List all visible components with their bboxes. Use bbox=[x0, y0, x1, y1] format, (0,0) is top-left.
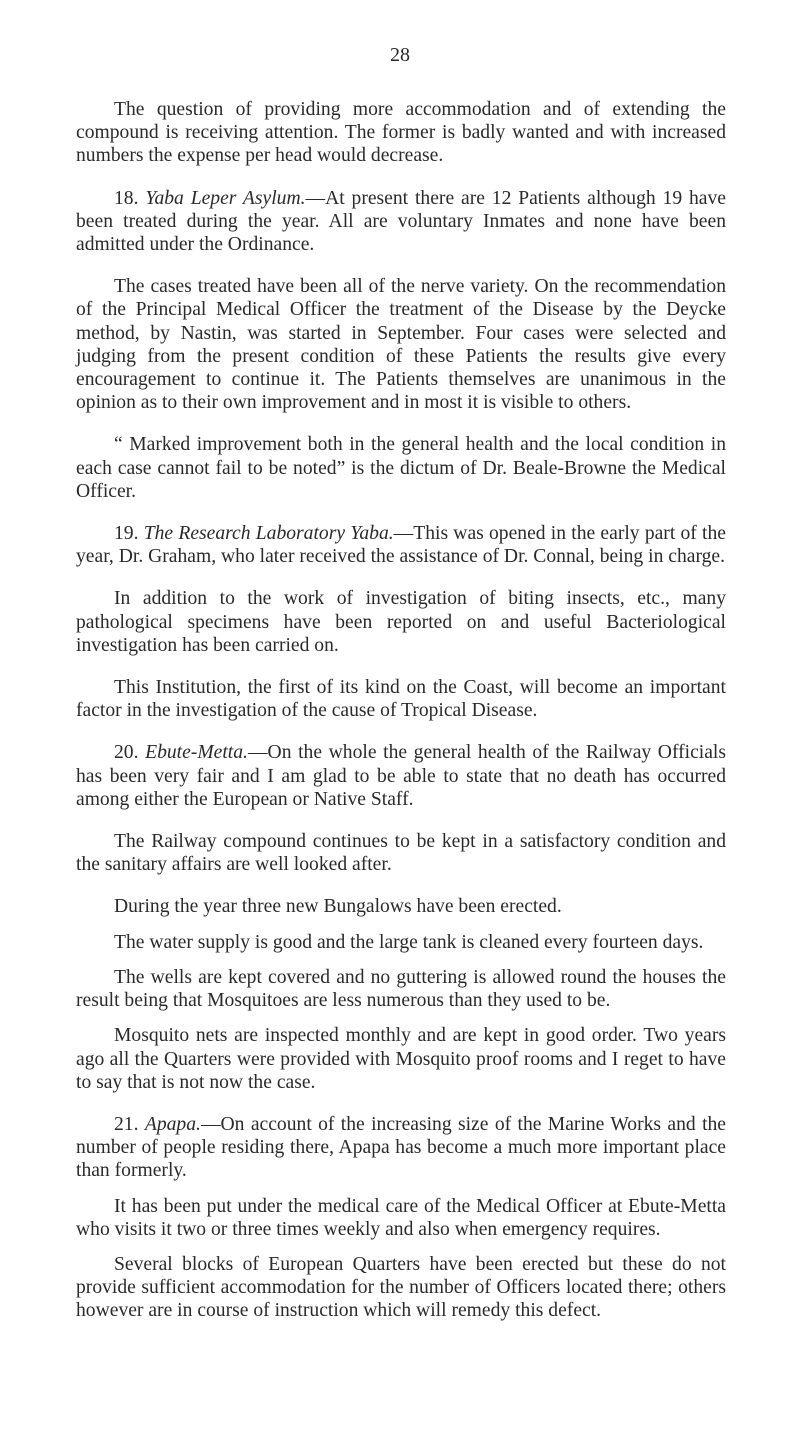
paragraph: The cases treated have been all of the nerve variety. On the recommendation of the Principal Medical Officer the treatment of the Disease by the Deycke method, by Nastin, was started in September. Four cases were selected and judging from the present condition of these Patients the results give every encouragement to continue it. The Patients themselves are unanimous in the opinion as to their own improvement and in most it is visible to others. bbox=[76, 276, 726, 414]
paragraph: Mosquito nets are inspected monthly and are kept in good order. Two years ago all the Quarters were provided with Mosquito proof rooms and I reget to have to say that is not now the case. bbox=[76, 1025, 726, 1093]
paragraph: The water supply is good and the large tank is cleaned every fourteen days. bbox=[114, 931, 704, 953]
body-text bbox=[76, 98, 726, 1342]
paragraph: During the year three new Bungalows have been erected. bbox=[114, 896, 562, 918]
paragraph: The wells are kept covered and no guttering is allowed round the houses the result being that Mosquitoes are less numerous than they used to be. bbox=[76, 966, 726, 1012]
paragraph: It has been put under the medical care of the Medical Officer at Ebute-Metta who visits it two or three times weekly and also when emergency requires. bbox=[76, 1195, 726, 1240]
section-title: The Research Laboratory Yaba. bbox=[143, 523, 394, 545]
section-title: Yaba Leper Asylum. bbox=[145, 187, 306, 209]
section-number: 19. bbox=[114, 523, 139, 545]
section-18-paragraph: 18. Yaba Leper Asylum.—At present there are 12 Patients although 19 have been treated during the year. All are voluntary Inmates and none have been admitted under the Ordinance. bbox=[76, 187, 726, 256]
paragraph: In addition to the work of investigation of biting insects, etc., many pathological specimens have been reported on and useful Bacteriological investigation has been carried on. bbox=[76, 588, 726, 656]
section-number: 21. bbox=[114, 1113, 139, 1135]
paragraph: “ Marked improvement both in the general health and the local condition in each case cannot fail to be noted” is the dictum of Dr. Beale-Browne the Medical Officer. bbox=[76, 434, 726, 502]
section-number: 20. bbox=[114, 742, 139, 764]
section-number: 18. bbox=[114, 187, 139, 209]
section-19-paragraph: 19. The Research Laboratory Yaba.—This was opened in the early part of the year, Dr. Graham, who later received the assistance of Dr. Connal, being in charge. bbox=[76, 523, 726, 568]
section-20-paragraph: 20. Ebute-Metta.—On the whole the general health of the Railway Officials has been very fair and I am glad to be able to state that no death has occurred among either the European or Native Staff. bbox=[76, 742, 726, 810]
section-21-paragraph: 21. Apapa.—On account of the increasing size of the Marine Works and the number of people residing there, Apapa has become a much more important place than formerly. bbox=[76, 1113, 727, 1182]
paragraph: The Railway compound continues to be kept in a satisfactory condition and the sanitary affairs are well looked after. bbox=[76, 831, 726, 876]
section-title: Apapa. bbox=[144, 1113, 201, 1135]
paragraph: This Institution, the first of its kind on the Coast, will become an important factor in the investigation of the cause of Tropical Disease. bbox=[76, 677, 726, 722]
paragraph: Several blocks of European Quarters have been erected but these do not provide sufficient accommodation for the number of Officers located there; others however are in course of instruction which will remedy this defect. bbox=[76, 1253, 726, 1322]
section-title: Ebute-Metta. bbox=[145, 742, 248, 764]
page-number: 28 bbox=[390, 44, 410, 66]
paragraph: The question of providing more accommodation and of extending the compound is receiving attention. The former is badly wanted and with increased numbers the expense per head would decrease. bbox=[76, 99, 726, 167]
